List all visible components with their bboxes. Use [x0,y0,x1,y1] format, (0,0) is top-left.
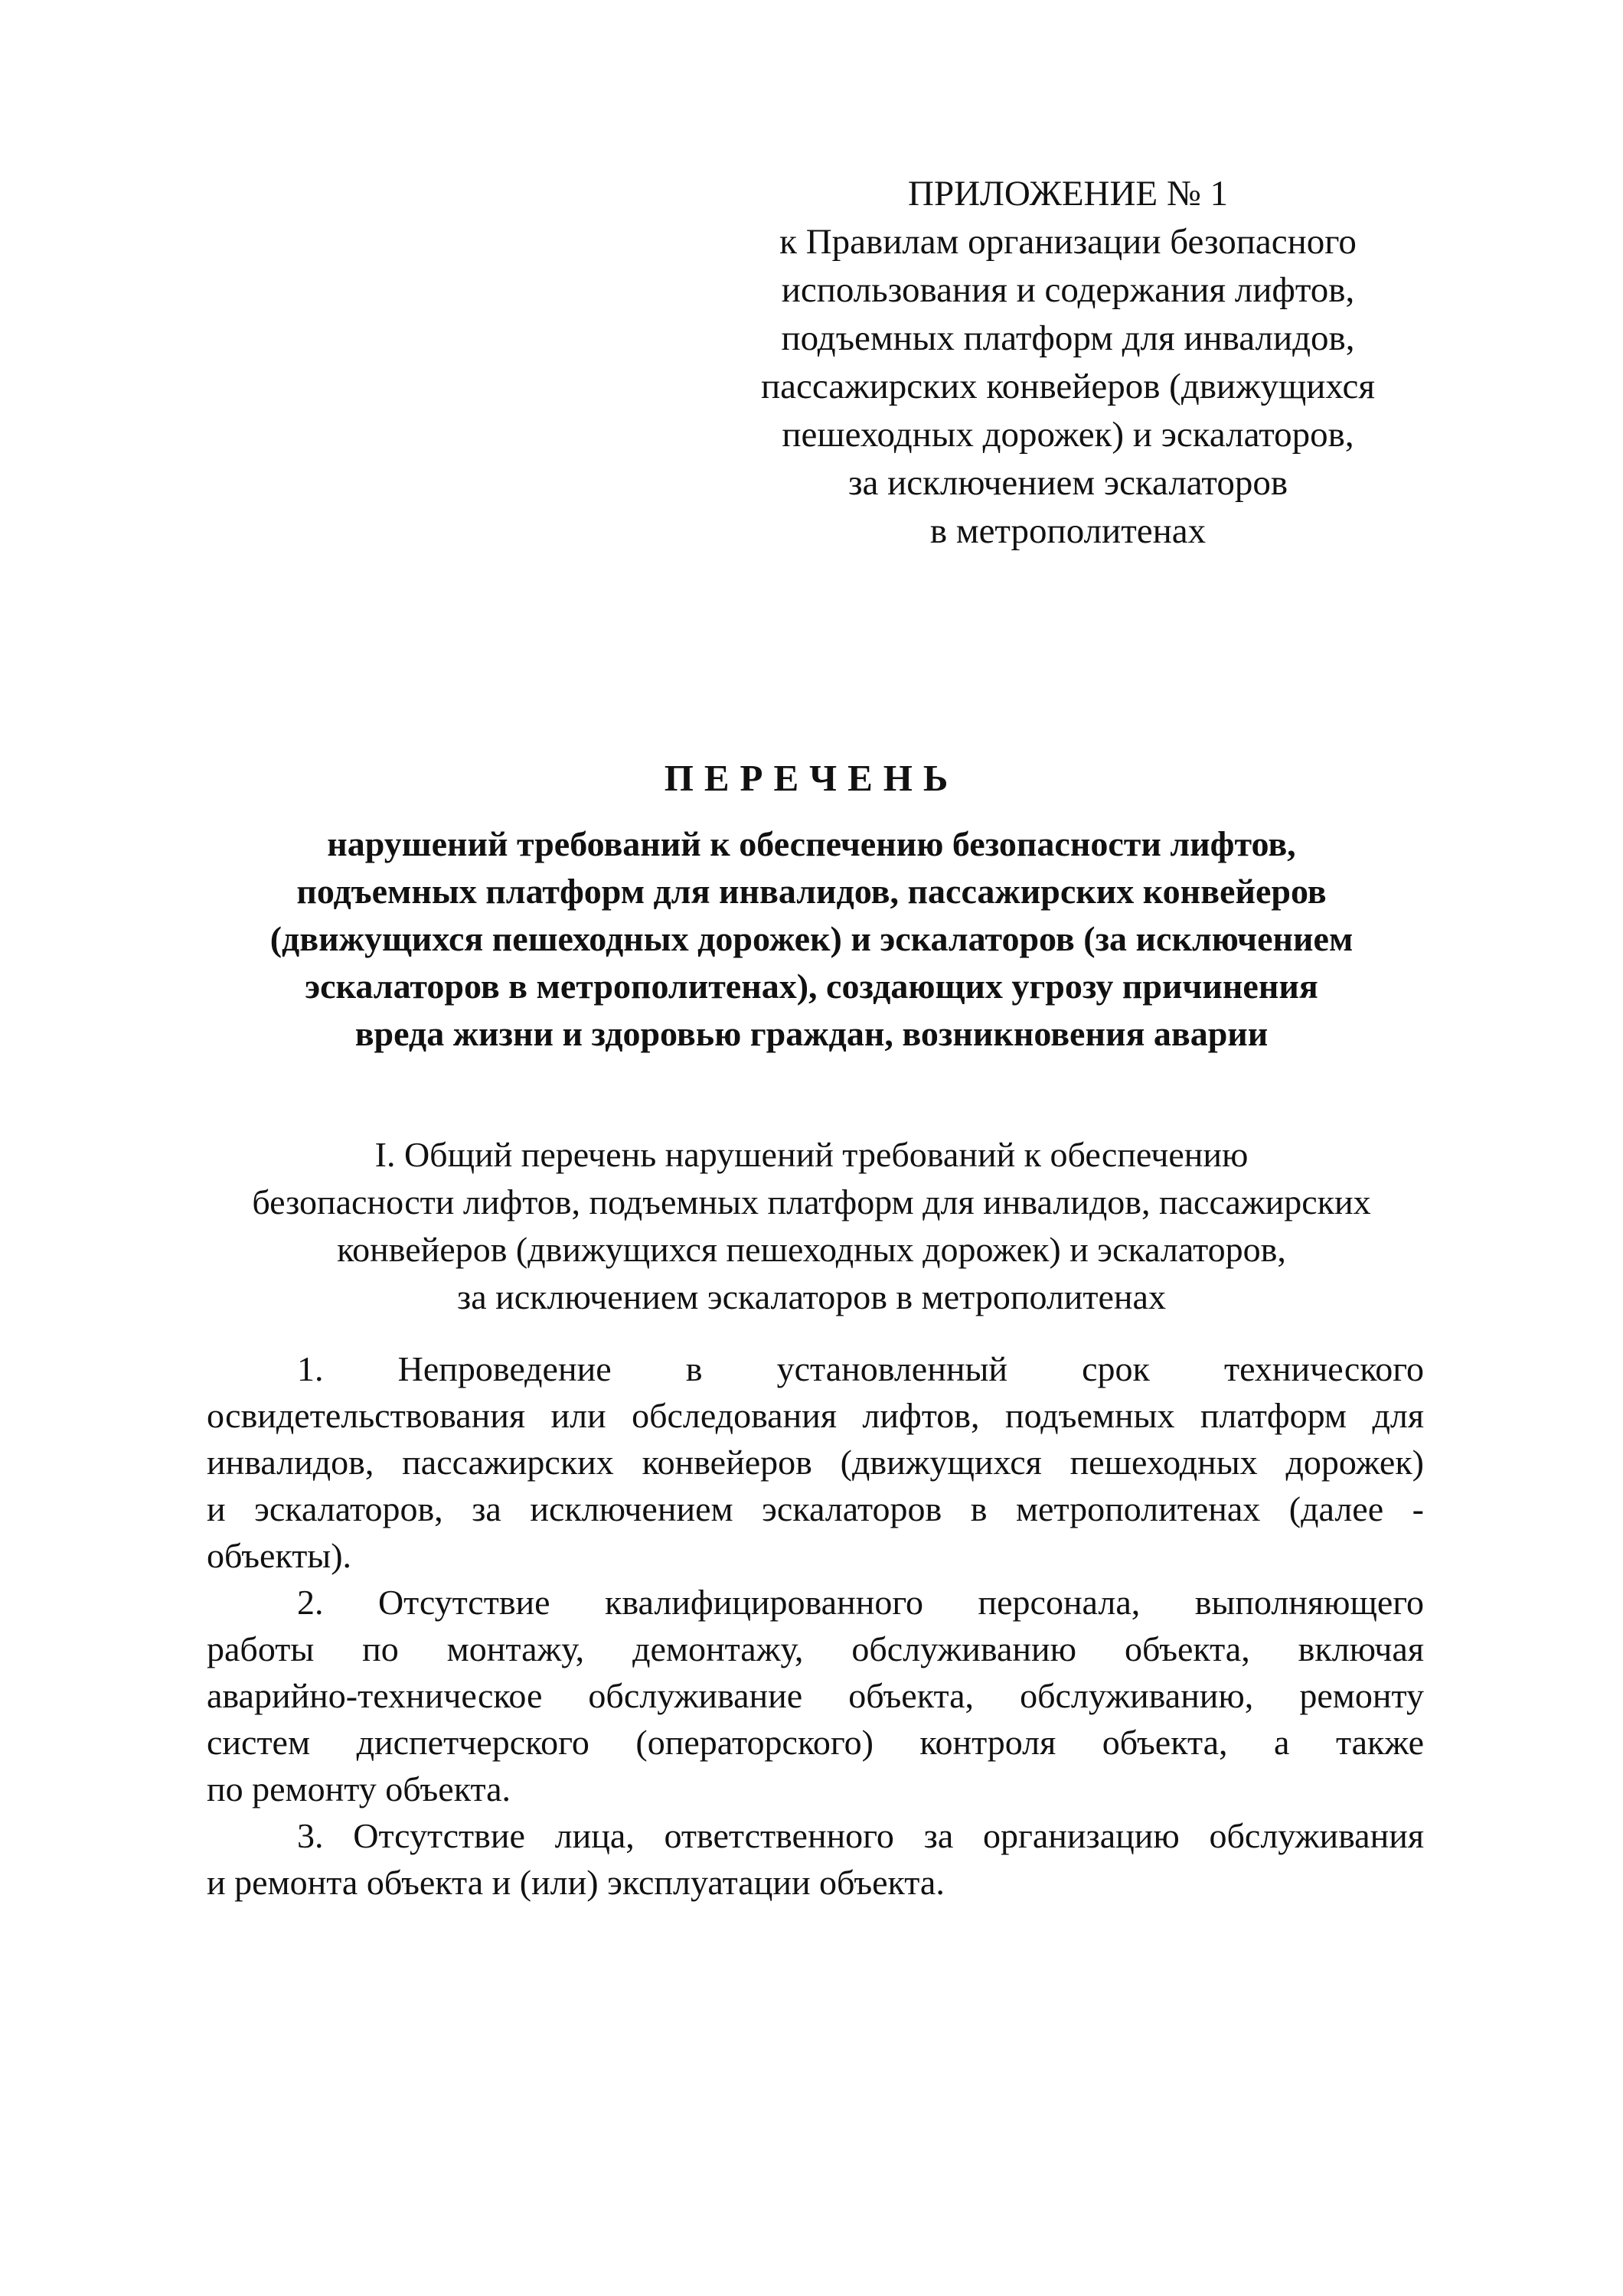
subtitle-line: вреда жизни и здоровью граждан, возникновения аварии [354,1014,1269,1053]
paragraph-2 [207,1579,1424,1812]
paragraph-line: 3. Отсутствие лица, ответственного за организацию обслуживания [297,1816,1424,1855]
appendix-line: пешеходных дорожек) и эскалаторов, [782,415,1354,455]
paragraph-line: освидетельствования или обследования лифтов, подъемных платформ для [207,1396,1424,1435]
subtitle-line: (движущихся пешеходных дорожек) и эскалаторов (за исключением [269,919,1354,958]
subtitle-line: эскалаторов в метрополитенах), создающих угрозу причинения [305,967,1318,1006]
appendix-line: за исключением эскалаторов [847,463,1288,503]
appendix-line: пассажирских конвейеров (движущихся [760,367,1376,406]
appendix-line: в метрополитенах [929,511,1207,551]
section-heading-line: за исключением эскалаторов в метрополитенах [457,1277,1166,1316]
appendix-number: ПРИЛОЖЕНИЕ № 1 [908,174,1228,214]
paragraph-3 [207,1812,1424,1906]
document-body [207,1345,1424,1906]
subtitle-line: нарушений требований к обеспечению безопасности лифтов, [327,824,1296,863]
subtitle-line: подъемных платформ для инвалидов, пассажирских конвейеров [296,872,1327,911]
appendix-line: к Правилам организации безопасного [779,222,1357,262]
paragraph-1 [207,1345,1424,1579]
section-heading-line: конвейеров (движущихся пешеходных дорожек) и эскалаторов, [337,1230,1286,1269]
paragraph-line: работы по монтажу, демонтажу, обслуживанию объекта, включая [207,1629,1424,1668]
paragraph-line: и эскалаторов, за исключением эскалаторов в метрополитенах (далее - [207,1489,1424,1528]
paragraph-line: по ремонту объекта. [207,1769,511,1808]
paragraph-line: объекты). [207,1536,352,1575]
paragraph-line: аварийно-техническое обслуживание объекта, обслуживанию, ремонту [207,1676,1424,1715]
document-title: ПЕРЕЧЕНЬ [664,757,959,799]
paragraph-line: и ремонта объекта и (или) эксплуатации объекта. [207,1863,945,1902]
paragraph-line: систем диспетчерского (операторского) контроля объекта, а также [207,1723,1424,1762]
section-heading [191,1131,1432,1321]
section-heading-line: безопасности лифтов, подъемных платформ для инвалидов, пассажирских [252,1182,1371,1221]
appendix-header [716,170,1420,556]
section-heading-line: I. Общий перечень нарушений требований к обеспечению [374,1135,1249,1174]
paragraph-line: 1. Непроведение в установленный срок технического [297,1349,1424,1388]
paragraph-line: инвалидов, пассажирских конвейеров (движущихся пешеходных дорожек) [207,1443,1424,1482]
appendix-line: подъемных платформ для инвалидов, [781,318,1355,358]
paragraph-line: 2. Отсутствие квалифицированного персонала, выполняющего [297,1583,1424,1622]
document-subtitle [191,820,1432,1058]
appendix-line: использования и содержания лифтов, [781,270,1355,310]
